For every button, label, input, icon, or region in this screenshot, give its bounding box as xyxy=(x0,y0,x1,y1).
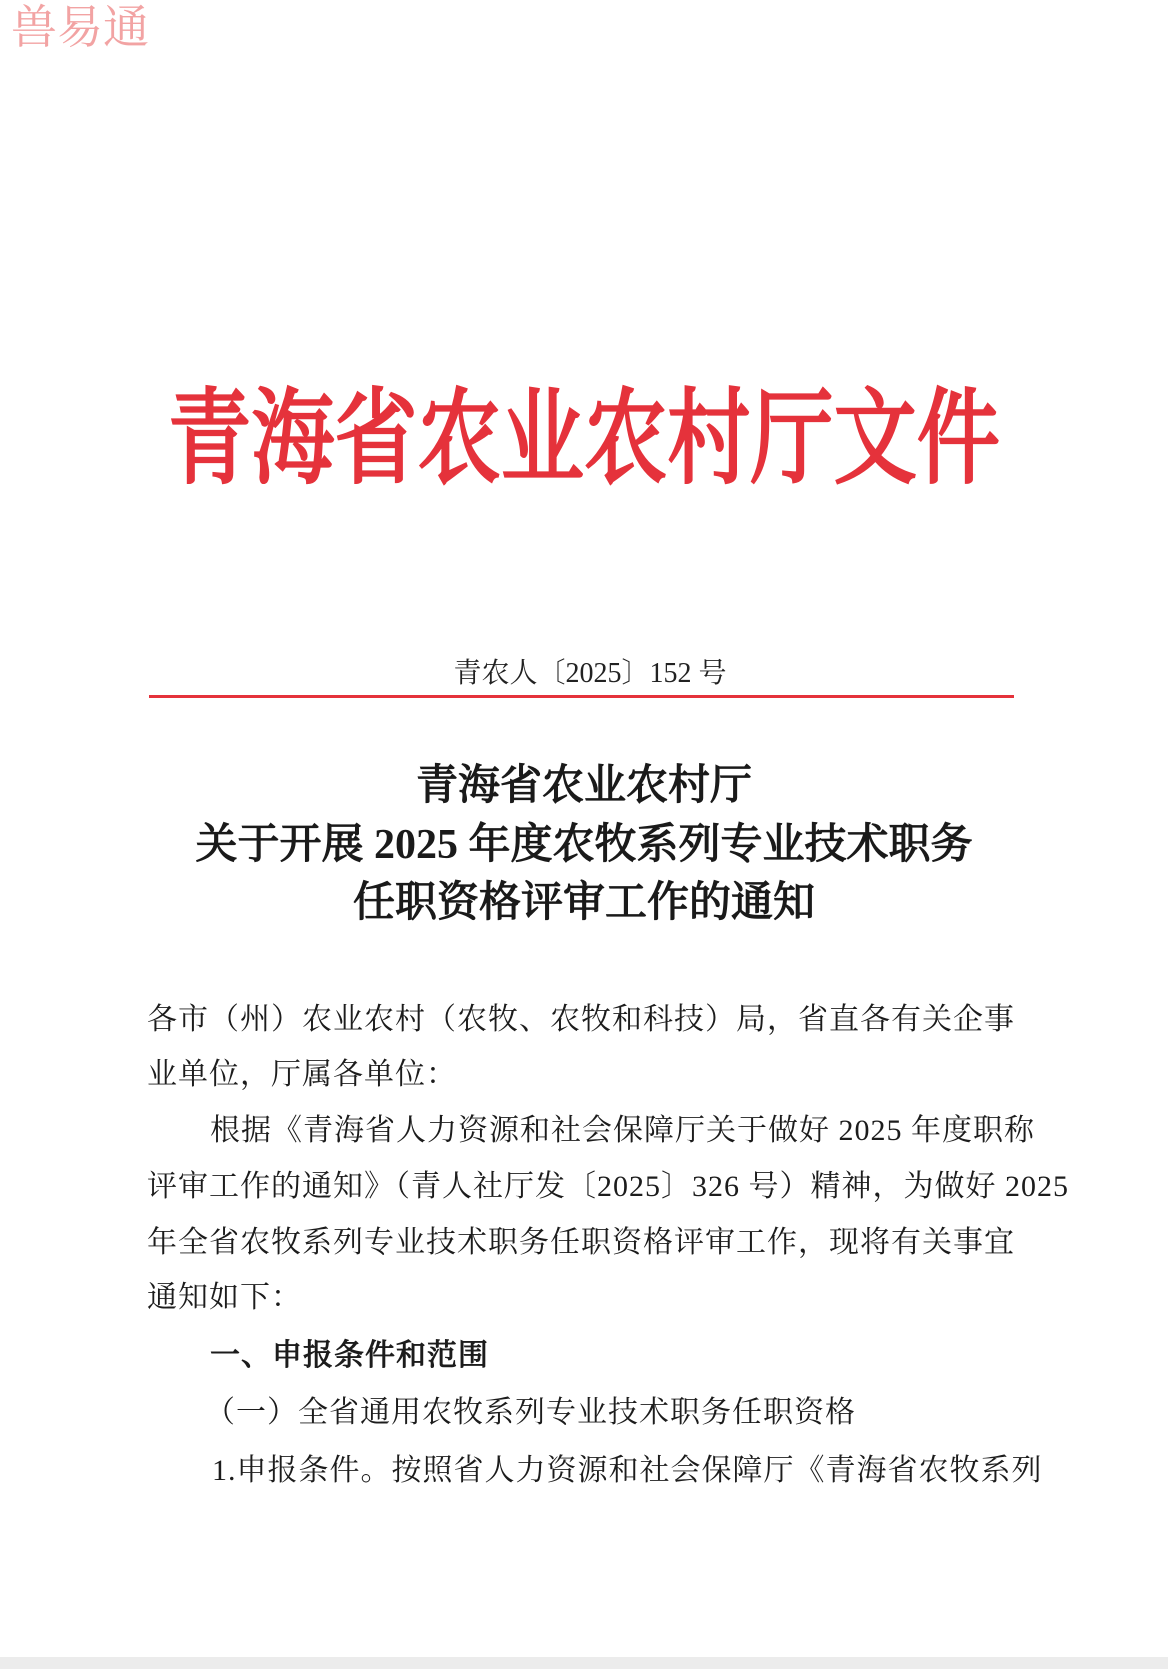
body-line: 评审工作的通知》（青人社厅发〔2025〕326 号）精神，为做好 2025 xyxy=(147,1170,1069,1203)
body-line: 通知如下： xyxy=(147,1281,302,1314)
document-title-line-1: 青海省农业农村厅 xyxy=(415,763,753,809)
body-line: 根据《青海省人力资源和社会保障厅关于做好 2025 年度职称 xyxy=(210,1114,1035,1147)
document-number: 青农人〔2025〕152 号 xyxy=(453,658,727,689)
body-line: 业单位，厅属各单位： xyxy=(147,1058,457,1091)
body-line: 1.申报条件。按照省人力资源和社会保障厅《青海省农牧系列 xyxy=(212,1454,1043,1487)
document-title-line-2: 关于开展 2025 年度农牧系列专业技术职务 xyxy=(195,822,973,868)
section-heading: 一、申报条件和范围 xyxy=(210,1338,489,1373)
red-separator-line xyxy=(149,695,1014,698)
page-bottom-edge xyxy=(0,1657,1168,1669)
body-line: 年全省农牧系列专业技术职务任职资格评审工作，现将有关事宜 xyxy=(147,1226,1015,1259)
subsection-heading: （一）全省通用农牧系列专业技术职务任职资格 xyxy=(205,1396,856,1429)
body-line: 各市（州）农业农村（农牧、农牧和科技）局，省直各有关企事 xyxy=(147,1003,1015,1036)
watermark-text: 兽易通 xyxy=(11,0,149,54)
document-masthead: 青海省农业农村厅文件 xyxy=(167,376,1001,499)
document-title-line-3: 任职资格评审工作的通知 xyxy=(352,880,816,926)
